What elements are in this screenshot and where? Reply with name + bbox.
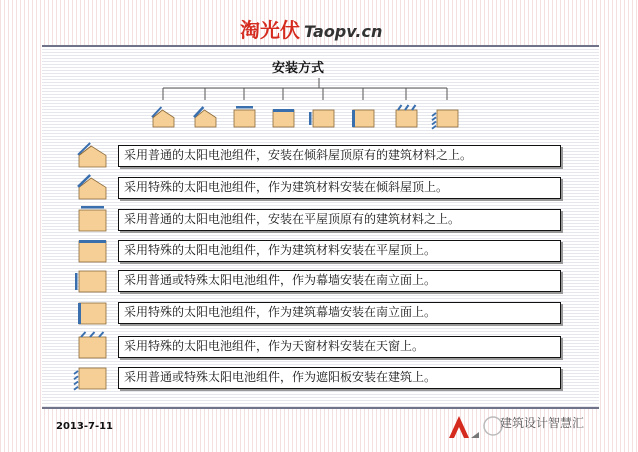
watermark-text: 建筑设计智慧汇 [500, 416, 585, 430]
sunshade-icon [432, 110, 458, 129]
method-row: 采用普通的太阳电池组件，安装在平屋顶原有的建筑材料之上。 [118, 209, 561, 231]
company-logo-icon [449, 416, 469, 438]
facade-surface-icon [309, 110, 334, 127]
row-icons [74, 143, 106, 390]
diagram-title: 安装方式 [271, 61, 324, 76]
skylight-icon [79, 332, 106, 358]
flat-roof-integrated-icon [273, 109, 294, 127]
sloped-roof-surface-icon [152, 107, 174, 127]
flat-roof-surface-icon [79, 206, 106, 231]
top-icon-row [152, 105, 458, 129]
footer-divider [42, 407, 599, 409]
logo-en: Taopv.cn [304, 22, 383, 41]
facade-surface-icon [75, 271, 106, 292]
flat-roof-integrated-icon [79, 240, 106, 262]
method-row: 采用特殊的太阳电池组件，作为建筑材料安装在倾斜屋顶上。 [118, 177, 561, 199]
sloped-roof-integrated-icon [78, 175, 106, 199]
logo-accent-icon [471, 432, 479, 438]
footer-date: 2013-7-11 [56, 421, 114, 432]
logo-cn: 淘光伏 [240, 18, 300, 42]
sloped-roof-surface-icon [78, 143, 106, 167]
facade-integrated-icon [352, 110, 374, 127]
sloped-roof-integrated-icon [194, 107, 216, 127]
method-row: 采用特殊的太阳电池组件，作为建筑幕墙安装在南立面上。 [118, 302, 561, 324]
method-row: 采用普通的太阳电池组件，安装在倾斜屋顶原有的建筑材料之上。 [118, 145, 561, 167]
method-row: 采用普通或特殊太阳电池组件，作为遮阳板安装在建筑上。 [118, 367, 561, 389]
method-row: 采用普通或特殊太阳电池组件，作为幕墙安装在南立面上。 [118, 270, 561, 292]
flat-roof-surface-icon [234, 106, 255, 127]
skylight-icon [396, 105, 417, 127]
method-row: 采用特殊的太阳电池组件，作为建筑材料安装在平屋顶上。 [118, 240, 561, 262]
tree-connectors [163, 78, 447, 100]
facade-integrated-icon [78, 303, 106, 324]
method-row: 采用特殊的太阳电池组件，作为天窗材料安装在天窗上。 [118, 336, 561, 358]
sunshade-icon [74, 368, 106, 390]
